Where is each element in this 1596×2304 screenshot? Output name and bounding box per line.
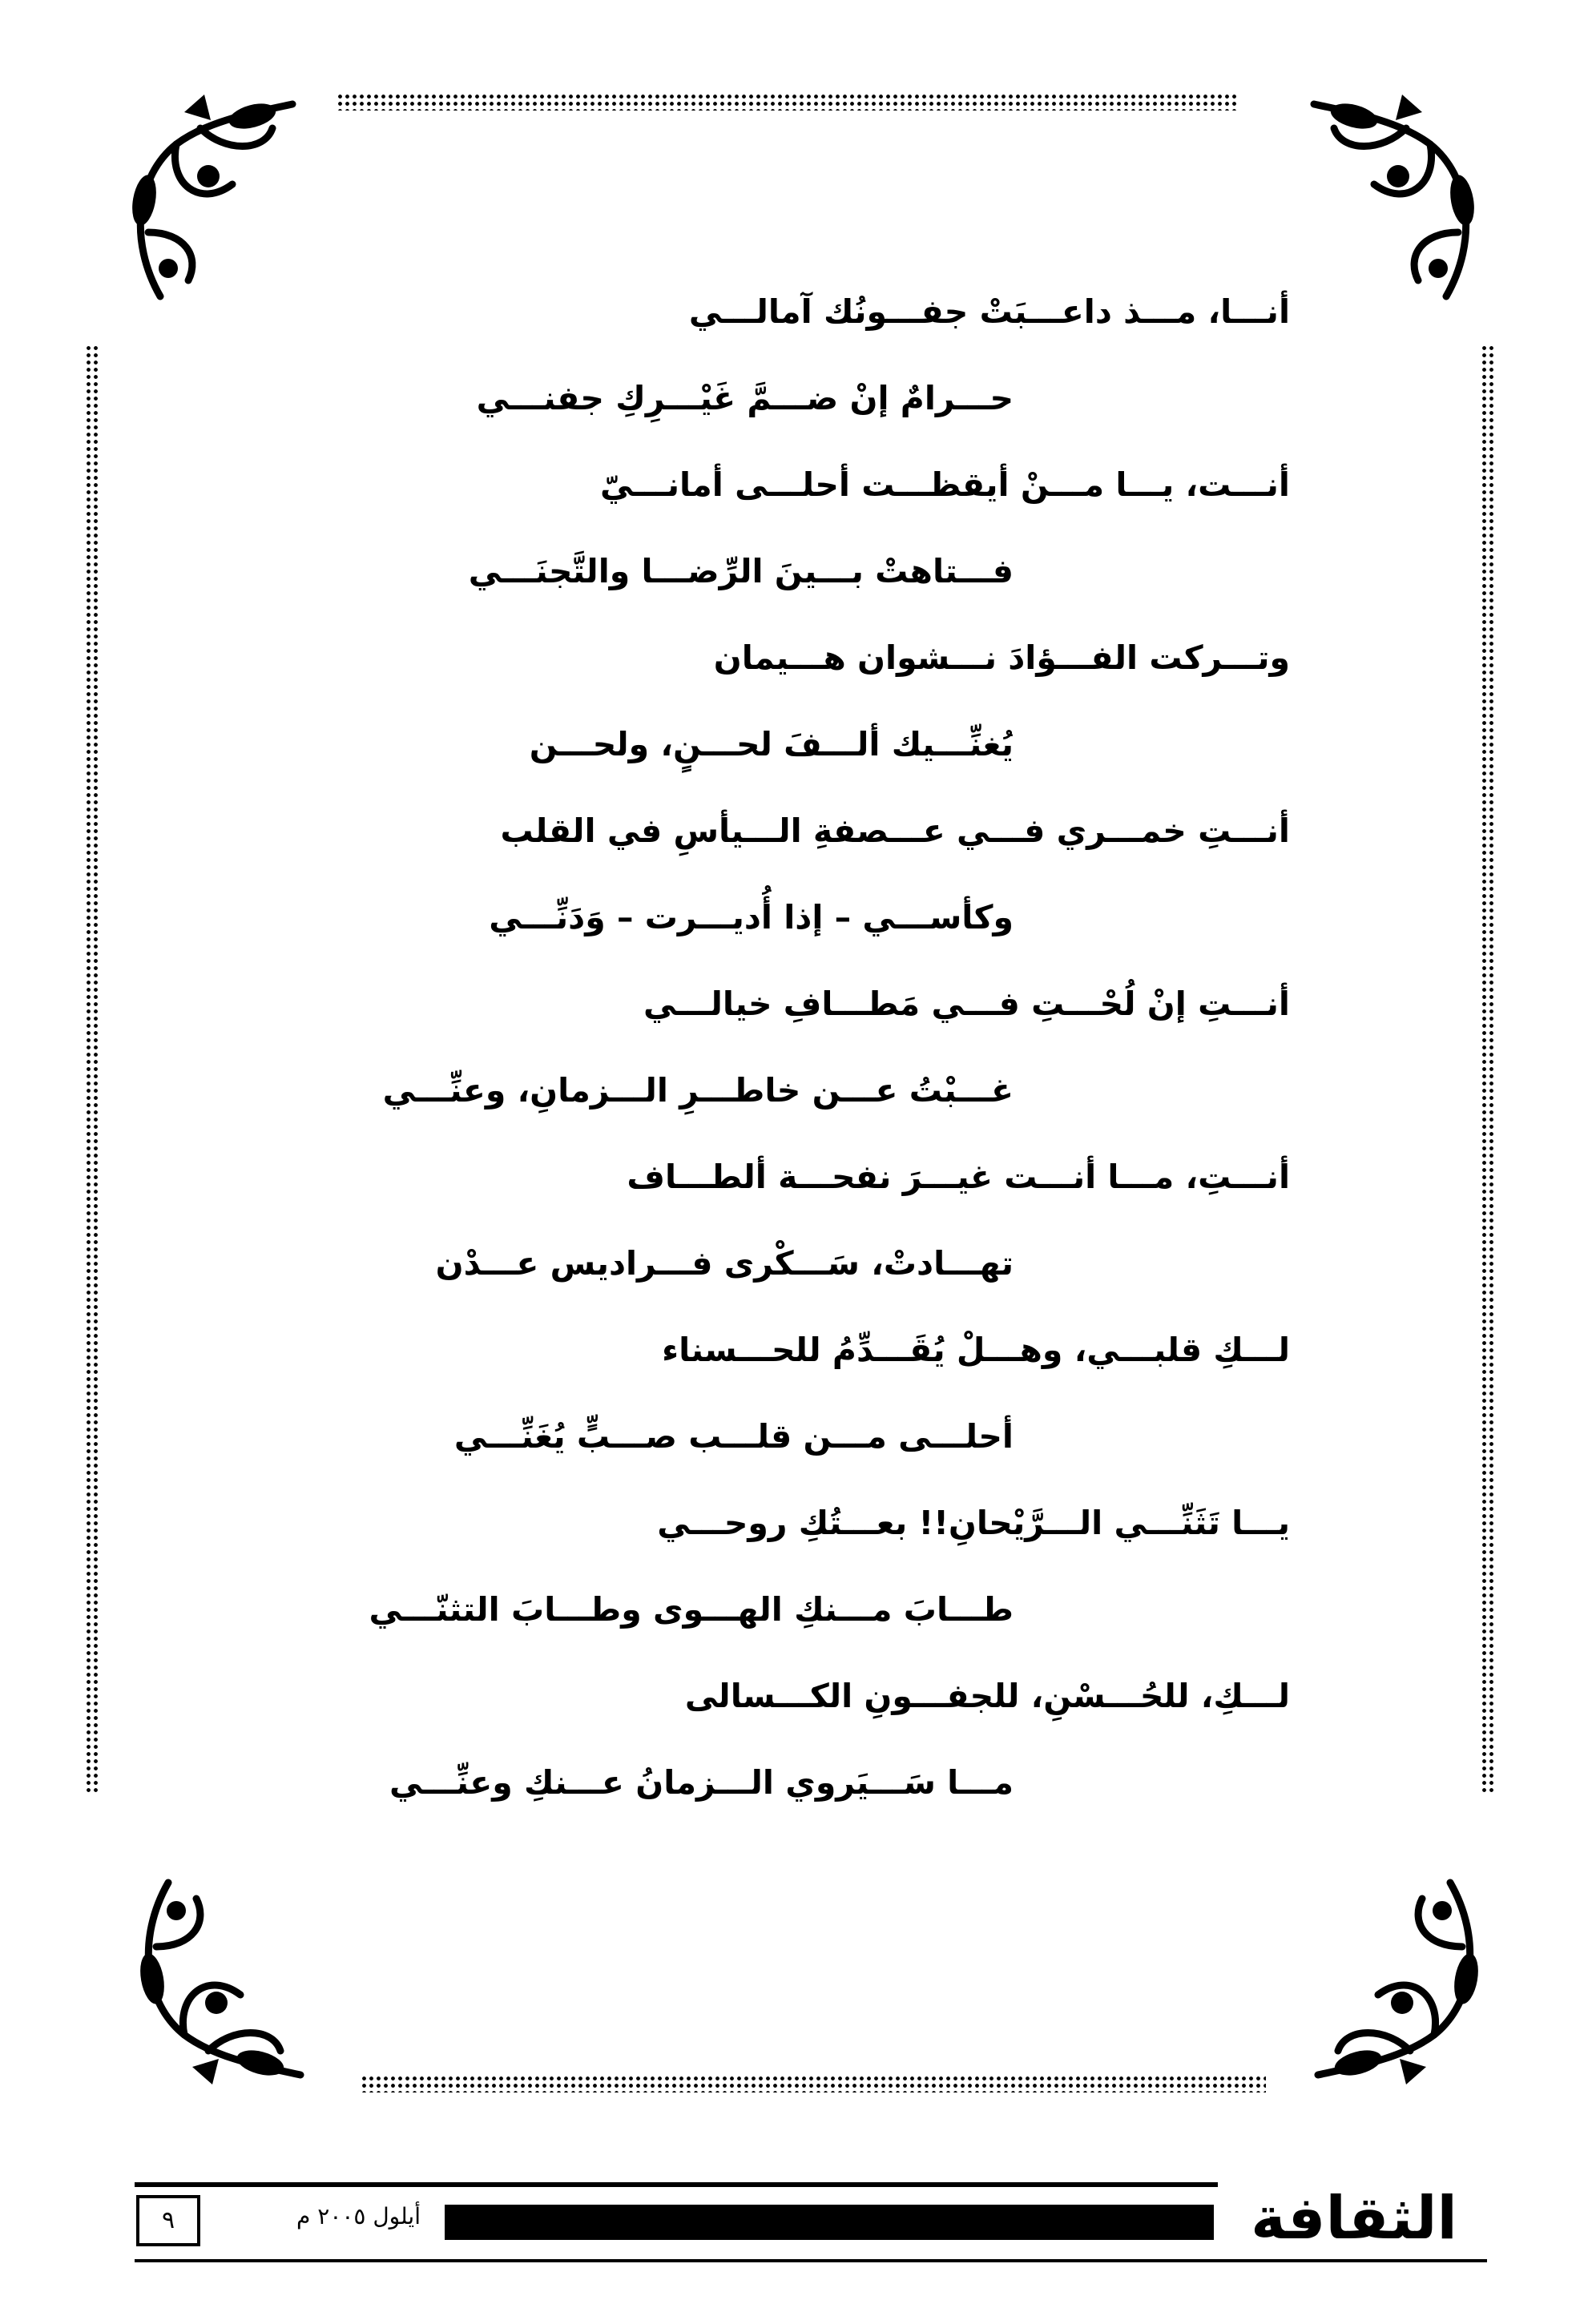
poem-line: أنـــتِ إنْ لُحْـــتِ فـــي مَطـــافِ خيالـــي <box>643 985 1290 1023</box>
poem-line: وتـــركت الفـــؤادَ نـــشوان هـــيمان <box>713 638 1290 677</box>
poem-line: غـــبْتُ عـــن خاطـــرِ الـــزمانِ، وعنِّـــي <box>382 1071 1014 1110</box>
corner-ornament-top-right-icon <box>1302 80 1494 304</box>
page-number: ٩ <box>136 2195 200 2246</box>
magazine-logo: الثقافة <box>1218 2181 1490 2256</box>
poem-line: يـــا تَثَنِّـــي الـــرَّيْحانِ!! بعـــتُكِ روحـــي <box>657 1504 1290 1542</box>
corner-ornament-top-left-icon <box>112 80 304 304</box>
footer-black-bar <box>445 2205 1214 2240</box>
left-dotted-border <box>85 344 99 1794</box>
poem-line: يُغنِّـــيك ألـــفَ لحـــنٍ، ولحـــن <box>529 725 1014 763</box>
poem-line: طـــابَ مـــنكِ الهـــوى وطـــابَ التثنّـــي <box>369 1590 1014 1629</box>
poem-line: وكأســـي – إذا أُديـــرت – وَدَنِّـــي <box>489 898 1014 937</box>
footer-rule-bottom <box>135 2259 1487 2262</box>
poem-line: تهـــادتْ، سَـــكْرى فـــراديس عـــدْن <box>435 1244 1014 1283</box>
corner-ornament-bottom-right-icon <box>1306 1875 1498 2099</box>
issue-date: أيلول ٢٠٠٥ م <box>296 2203 421 2229</box>
poem-line: لـــكِ قلبـــي، وهـــلْ يُقَـــدِّمُ للحـــسناء <box>662 1331 1290 1369</box>
right-dotted-border <box>1481 344 1495 1794</box>
poem-line: مـــا سَـــيَروي الـــزمانُ عـــنكِ وعنِّـــي <box>389 1763 1014 1802</box>
poem-line: حـــرامٌ إنْ ضـــمَّ غَيْـــرِكِ جفنـــي <box>476 379 1014 417</box>
poem-line: أنـــتِ خمـــري فـــي عـــصفةِ الـــيأسِ في القلب <box>500 812 1290 850</box>
poem-line: أحلـــى مـــن قلـــب صـــبٍّ يُغَنِّـــي <box>453 1417 1014 1456</box>
poem-line: لـــكِ، للحُـــسْنِ، للجفـــونِ الكـــسالى <box>684 1677 1290 1715</box>
poem-line: فـــتاهتْ بـــينَ الرِّضـــا والتَّجنَـــي <box>468 552 1014 590</box>
top-dotted-border <box>337 93 1238 111</box>
poem-line: أنـــت، يـــا مـــنْ أيقظـــت أحلـــى أمانـــيّ <box>600 465 1290 504</box>
poem-line: أنـــا، مـــذ داعـــبَتْ جفـــونُك آمالـــي <box>688 292 1290 331</box>
corner-ornament-bottom-left-icon <box>120 1875 312 2099</box>
poem-line: أنـــتِ، مـــا أنـــت غيـــرَ نفحـــة ألطـــاف <box>627 1158 1290 1196</box>
bottom-dotted-border <box>361 2075 1266 2093</box>
